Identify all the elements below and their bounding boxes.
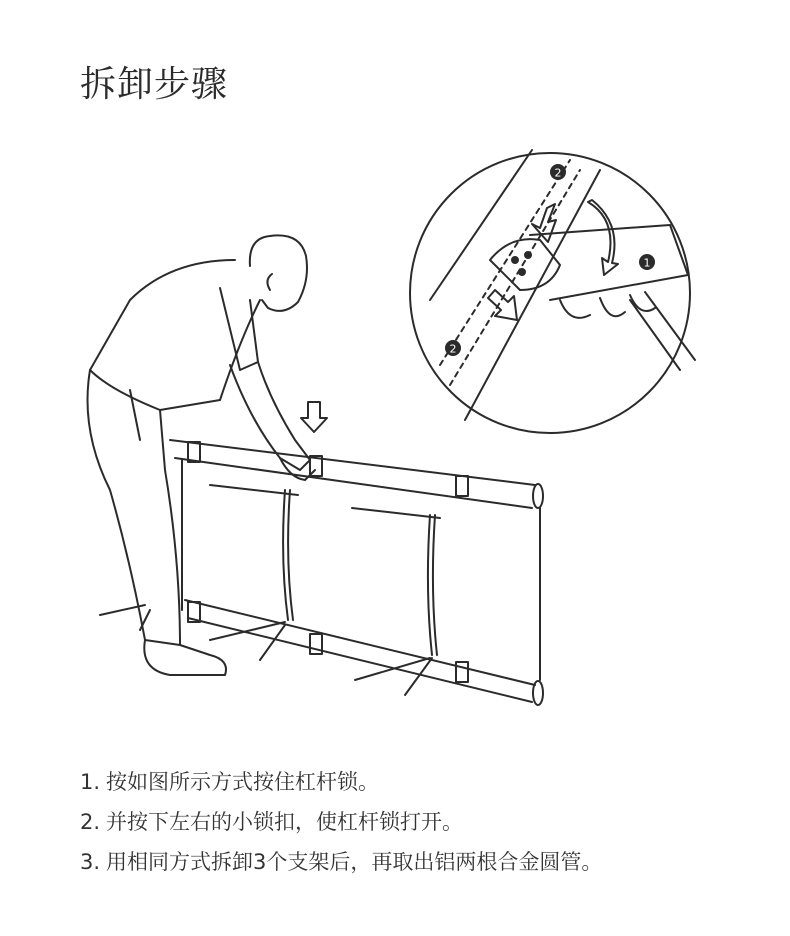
callout-badge <box>550 164 566 180</box>
rail-end <box>533 681 543 705</box>
lock-dot <box>525 252 531 258</box>
tube-line <box>430 150 532 300</box>
step-text: 用相同方式拆卸3个支架后，再取出铝两根合金圆管。 <box>106 850 603 874</box>
cot-top-rail <box>175 458 532 508</box>
trousers-seam <box>130 390 140 440</box>
detail-magnifier <box>410 150 695 433</box>
rotate-arrow-icon <box>588 200 618 275</box>
clamp-block <box>188 442 200 462</box>
leg-rod <box>630 300 680 370</box>
svg-text:2: 2 <box>554 166 562 180</box>
list-item <box>80 802 770 842</box>
tube-dashed-line <box>450 170 580 385</box>
step-number: 3. <box>80 850 101 874</box>
cot-bottom-rail <box>185 600 535 685</box>
disassembly-illustration <box>70 140 710 720</box>
leg-rod <box>645 292 695 360</box>
svg-text:1: 1 <box>643 256 651 270</box>
sleeve <box>220 288 258 370</box>
down-arrow-icon <box>301 402 327 432</box>
torso <box>90 260 260 410</box>
callout-badge <box>639 254 655 270</box>
leg-support <box>433 515 437 655</box>
step-number: 1. <box>80 770 101 794</box>
press-arrow-icon <box>532 204 556 242</box>
detail-circle <box>410 153 690 433</box>
step-number: 2. <box>80 810 101 834</box>
foot <box>260 625 285 660</box>
arm <box>230 362 310 470</box>
clamp-block <box>456 662 468 682</box>
shoe <box>144 640 226 675</box>
list-item <box>80 762 770 802</box>
lock-dot <box>512 257 518 263</box>
head <box>250 235 307 310</box>
step-list <box>80 762 770 882</box>
leg-support <box>428 515 432 655</box>
list-item <box>80 842 770 882</box>
page-title: 拆卸步骤 <box>80 64 229 105</box>
person-figure <box>88 235 316 675</box>
ear <box>267 274 272 290</box>
callout-badge <box>445 340 461 356</box>
step-text: 并按下左右的小锁扣，使杠杆锁打开。 <box>106 810 464 834</box>
crossbar <box>210 622 285 640</box>
svg-text:2: 2 <box>449 342 457 356</box>
cot-top-rail <box>170 440 535 485</box>
forearm <box>530 225 688 300</box>
cot-bottom-rail <box>188 618 532 702</box>
crossbar <box>352 508 440 518</box>
lock-dot <box>519 269 525 275</box>
rail-end <box>533 484 543 508</box>
step-text: 按如图所示方式按住杠杆锁。 <box>106 770 380 794</box>
leg-support <box>288 490 293 620</box>
clamp-block <box>456 476 468 496</box>
